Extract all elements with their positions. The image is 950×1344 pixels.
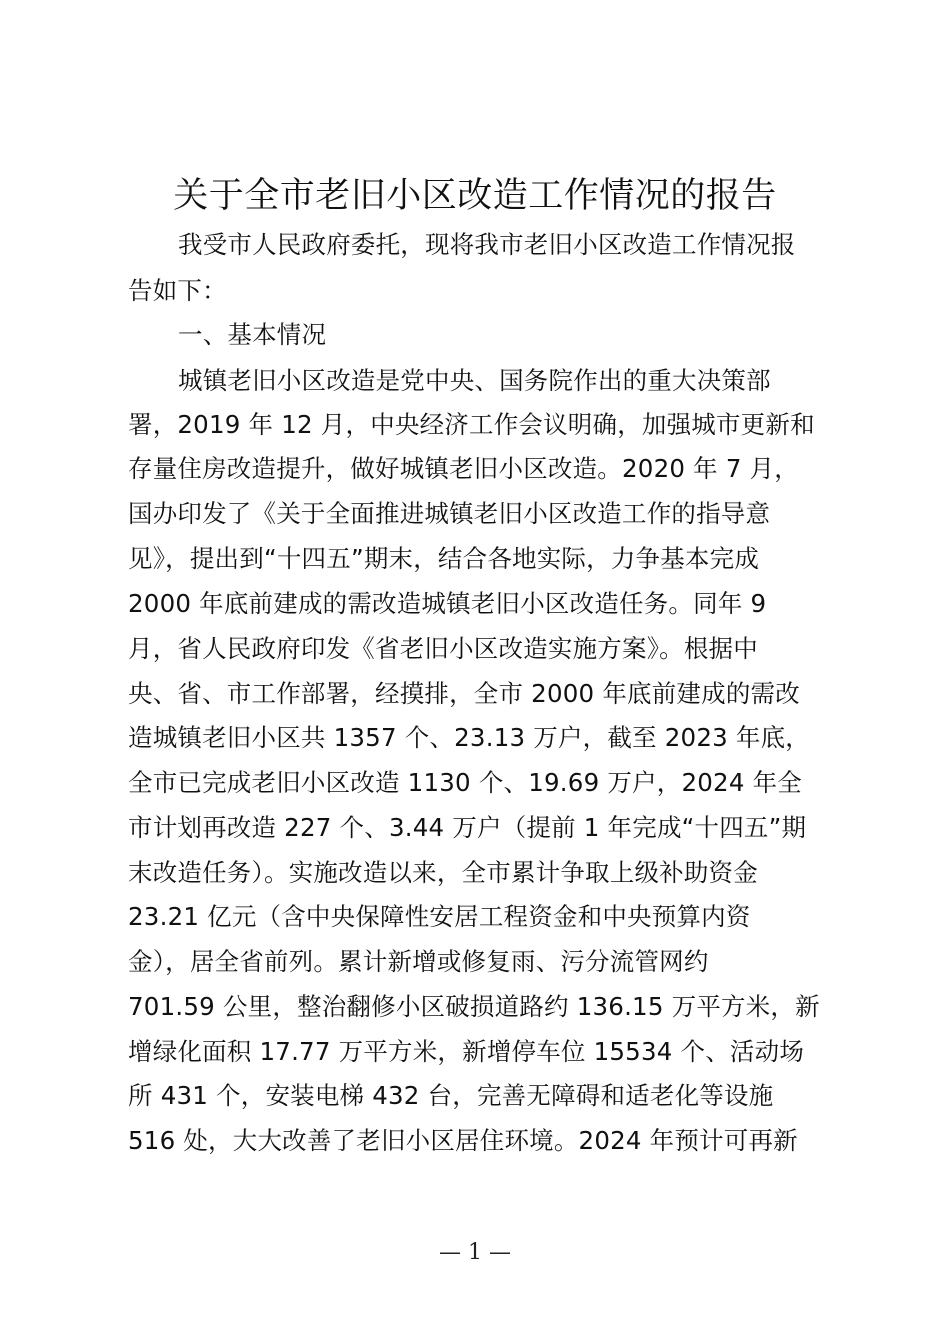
text-line: 所 431 个，安装电梯 432 台，完善无障碍和适老化等设施 — [128, 1081, 774, 1110]
text-line: 央、省、市工作部署，经摸排，全市 2000 年底前建成的需改 — [128, 679, 800, 708]
text-line: 造城镇老旧小区共 1357 个、23.13 万户，截至 2023 年底， — [128, 723, 810, 752]
text-line: 增绿化面积 17.77 万平方米，新增停车位 15534 个、活动场 — [128, 1037, 805, 1066]
text-line: 全市已完成老旧小区改造 1130 个、19.69 万户，2024 年全 — [128, 768, 802, 797]
text-line: 2000 年底前建成的需改造城镇老旧小区改造任务。同年 9 — [128, 589, 767, 618]
text-line: 末改造任务）。实施改造以来，全市累计争取上级补助资金 — [128, 858, 758, 887]
text-line: 见》，提出到“十四五”期末，结合各地实际，力争基本完成 — [128, 544, 760, 573]
document-title: 关于全市老旧小区改造工作情况的报告 — [173, 176, 777, 216]
text-line: 金），居全省前列。累计新增或修复雨、污分流管网约 — [128, 947, 709, 976]
text-line: 701.59 公里，整治翻修小区破损道路约 136.15 万平方米，新 — [128, 992, 820, 1021]
text-line: 署，2019 年 12 月，中央经济工作会议明确，加强城市更新和 — [128, 410, 815, 439]
text-line: 市计划再改造 227 个、3.44 万户（提前 1 年完成“十四五”期 — [128, 813, 807, 842]
text-line: 23.21 亿元（含中央保障性安居工程资金和中央预算内资 — [128, 902, 751, 931]
text-line: 城镇老旧小区改造是党中央、国务院作出的重大决策部 — [178, 366, 771, 395]
text-line: 516 处，大大改善了老旧小区居住环境。2024 年预计可再新 — [128, 1126, 798, 1155]
text-line: 我受市人民政府委托，现将我市老旧小区改造工作情况报 — [178, 230, 796, 259]
text-line: 国办印发了《关于全面推进城镇老旧小区改造工作的指导意 — [128, 499, 771, 528]
text-line: 月，省人民政府印发《省老旧小区改造实施方案》。根据中 — [128, 634, 758, 663]
page-number: — 1 — — [439, 1240, 511, 1265]
text-line: 存量住房改造提升，做好城镇老旧小区改造。2020 年 7 月， — [128, 454, 799, 483]
text-line: 告如下： — [128, 276, 227, 305]
section-heading: 一、基本情况 — [178, 320, 327, 349]
